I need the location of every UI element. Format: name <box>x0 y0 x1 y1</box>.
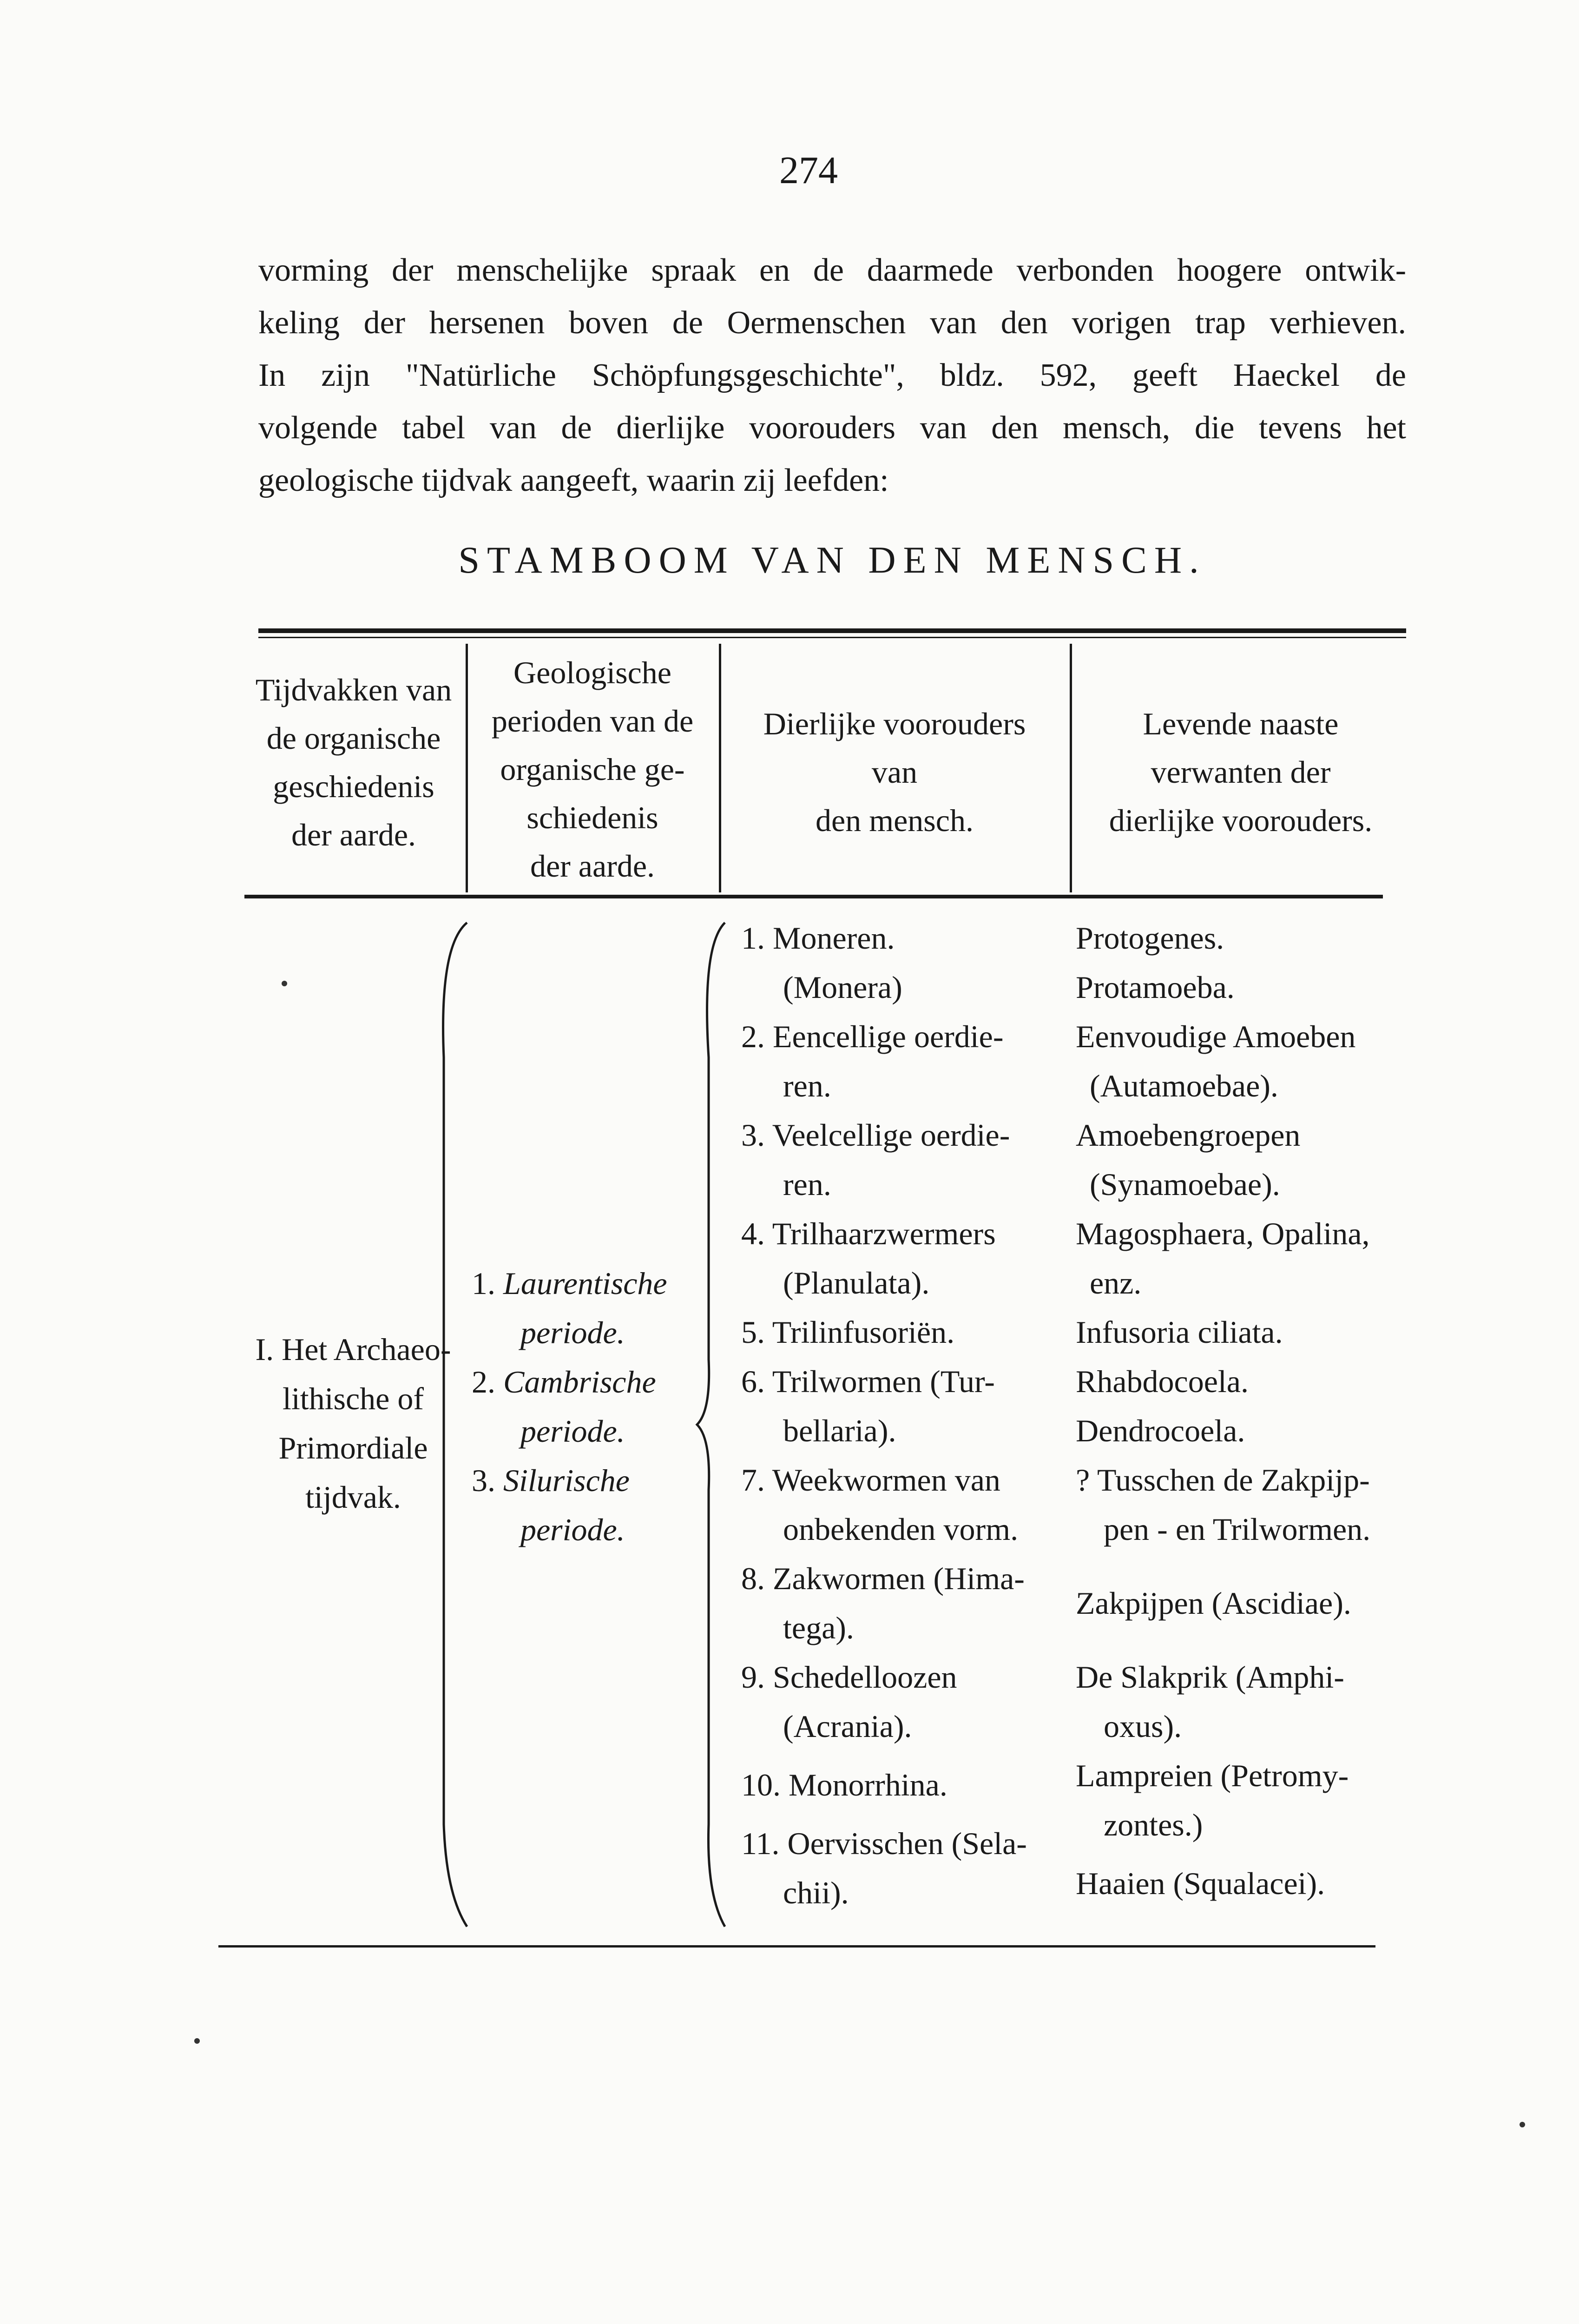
bottom-rule <box>218 1945 1375 1948</box>
ancestor-line: 2. Eencellige oerdie- <box>741 1019 1004 1054</box>
header-line: perioden van de <box>491 703 694 739</box>
period-num: 3. <box>472 1463 495 1498</box>
ancestor-line: ren. <box>783 1167 831 1202</box>
relative-line: Haaien (Squalacei). <box>1076 1866 1325 1901</box>
header-line: der aarde. <box>530 848 655 884</box>
intro-paragraph <box>258 244 1406 507</box>
ancestors-list <box>741 913 1027 1917</box>
ancestor-line: 9. Schedelloozen <box>741 1659 957 1695</box>
intro-line: geologische tijdvak aangeeft, waarin zij leefden: <box>258 462 889 498</box>
ancestor-item <box>741 1307 1027 1357</box>
ancestor-line: 8. Zakwormen (Hima- <box>741 1561 1025 1596</box>
relative-line: pen - en Trilwormen. <box>1104 1512 1371 1547</box>
header-col4 <box>1073 700 1408 845</box>
era-line: tijdvak. <box>305 1479 401 1515</box>
ancestor-line: 5. Trilinfusoriën. <box>741 1314 955 1350</box>
ancestor-item <box>741 1760 1027 1809</box>
header-line: der aarde. <box>291 817 416 852</box>
ancestor-line: onbekenden vorm. <box>783 1512 1019 1547</box>
relative-item <box>1076 913 1370 1012</box>
ancestor-item <box>741 1209 1027 1307</box>
era-line: I. Het Archaeo- <box>255 1332 451 1367</box>
ancestor-line: (Planulata). <box>783 1265 930 1301</box>
period-num: 2. <box>472 1364 495 1400</box>
relative-item <box>1076 1751 1370 1849</box>
ancestor-item <box>741 1110 1027 1209</box>
header-line: verwanten der <box>1151 754 1331 790</box>
relative-item <box>1076 1554 1370 1652</box>
page-number: 274 <box>779 149 838 192</box>
ancestor-line: 10. Monorrhina. <box>741 1767 947 1802</box>
col-divider <box>1070 644 1072 892</box>
col-divider <box>466 644 468 892</box>
relative-line: Lampreien (Petromy- <box>1076 1758 1349 1793</box>
header-rule <box>244 895 1383 898</box>
relative-item <box>1076 1012 1370 1110</box>
top-rule <box>258 628 1406 633</box>
period-num: 1. <box>472 1266 495 1301</box>
period-name: Cambrische <box>503 1364 656 1400</box>
ancestor-line: 11. Oervisschen (Sela- <box>741 1826 1027 1861</box>
relative-line: Protamoeba. <box>1076 970 1235 1005</box>
ancestor-line: (Monera) <box>783 970 902 1005</box>
relative-item <box>1076 1110 1370 1209</box>
relative-line: Dendrocoela. <box>1076 1413 1245 1448</box>
top-rule-thin <box>258 637 1406 638</box>
relative-item <box>1076 1357 1370 1455</box>
header-line: Geologische <box>513 655 671 690</box>
relative-line: zontes.) <box>1104 1807 1203 1842</box>
speck <box>282 981 287 986</box>
header-line: organische ge- <box>500 752 685 787</box>
period-suffix: periode. <box>520 1512 625 1547</box>
intro-line: keling der hersenen boven de Oermenschen van den vorigen trap verhieven. <box>258 305 1406 341</box>
ancestor-brace-right-icon <box>692 918 734 1931</box>
header-line: geschiedenis <box>273 769 434 804</box>
ancestor-item <box>741 913 1027 1012</box>
era-cell <box>242 1325 465 1522</box>
header-col3 <box>723 700 1066 845</box>
ancestor-line: 4. Trilhaarzwermers <box>741 1216 996 1251</box>
intro-line: volgende tabel van de dierlijke voorouders van den mensch, die tevens het <box>258 410 1406 446</box>
header-line: Levende naaste <box>1143 706 1339 741</box>
header-line: den mensch. <box>816 803 974 838</box>
header-line: de organische <box>266 720 441 756</box>
period-list <box>472 1259 667 1554</box>
intro-line: In zijn "Natürliche Schöpfungsgeschichte", bldz. 592, geeft Haeckel de <box>258 357 1406 393</box>
relative-line: oxus). <box>1104 1709 1182 1744</box>
period-suffix: periode. <box>520 1315 625 1350</box>
ancestor-line: ren. <box>783 1068 831 1103</box>
relative-item <box>1076 1307 1370 1357</box>
relative-item <box>1076 1859 1370 1908</box>
ancestor-line: chii). <box>783 1875 849 1910</box>
ancestor-line: 6. Trilwormen (Tur- <box>741 1364 995 1399</box>
ancestor-item <box>741 1455 1027 1554</box>
header-line: van <box>871 754 918 790</box>
header-line: schiedenis <box>526 800 658 835</box>
relative-line: ? Tusschen de Zakpijp- <box>1076 1462 1370 1498</box>
col-divider <box>719 644 721 892</box>
header-line: dierlijke voorouders. <box>1109 803 1373 838</box>
relative-line: Eenvoudige Amoeben <box>1076 1019 1356 1054</box>
ancestor-line: 3. Veelcellige oerdie- <box>741 1117 1010 1153</box>
ancestor-line: bellaria). <box>783 1413 896 1448</box>
speck <box>194 2038 200 2044</box>
ancestor-item <box>741 1554 1027 1652</box>
relative-line: Magosphaera, Opalina, <box>1076 1216 1370 1251</box>
speck <box>1520 2122 1525 2127</box>
table-title: STAMBOOM VAN DEN MENSCH. <box>458 539 1206 581</box>
relative-line: Zakpijpen (Ascidiae). <box>1076 1585 1351 1621</box>
header-line: Tijdvakken van <box>255 672 452 707</box>
ancestor-line: (Acrania). <box>783 1709 912 1744</box>
relative-line: Protogenes. <box>1076 920 1224 956</box>
header-line: Dierlijke voorouders <box>763 706 1026 741</box>
ancestor-line: tega). <box>783 1610 854 1645</box>
relative-item <box>1076 1209 1370 1307</box>
ancestor-line: 7. Weekwormen van <box>741 1462 1000 1498</box>
ancestor-item <box>741 1012 1027 1110</box>
period-item <box>472 1259 667 1308</box>
relative-line: Amoebengroepen <box>1076 1117 1301 1153</box>
ancestor-item <box>741 1819 1027 1917</box>
relative-line: (Autamoebae). <box>1090 1068 1278 1103</box>
period-item <box>472 1357 667 1406</box>
era-line: lithische of <box>282 1381 424 1416</box>
header-col1 <box>244 666 463 859</box>
ancestor-item <box>741 1652 1027 1751</box>
relative-line: Rhabdocoela. <box>1076 1364 1249 1399</box>
period-name: Laurentische <box>503 1266 667 1301</box>
relative-item <box>1076 1652 1370 1751</box>
ancestor-item <box>741 1357 1027 1455</box>
relative-item <box>1076 1455 1370 1554</box>
relative-line: enz. <box>1090 1265 1142 1301</box>
period-suffix: periode. <box>520 1413 625 1449</box>
relative-line: De Slakprik (Amphi- <box>1076 1659 1344 1695</box>
intro-line: vorming der menschelijke spraak en de daarmede verbonden hoogere ontwik- <box>258 252 1406 288</box>
ancestor-line: 1. Moneren. <box>741 920 895 956</box>
relatives-list <box>1076 913 1370 1908</box>
period-item <box>472 1456 667 1505</box>
header-col2 <box>469 648 716 890</box>
era-line: Primordiale <box>278 1430 428 1466</box>
relative-line: Infusoria ciliata. <box>1076 1314 1283 1350</box>
relative-line: (Synamoebae). <box>1090 1167 1280 1202</box>
period-name: Silurische <box>503 1463 630 1498</box>
